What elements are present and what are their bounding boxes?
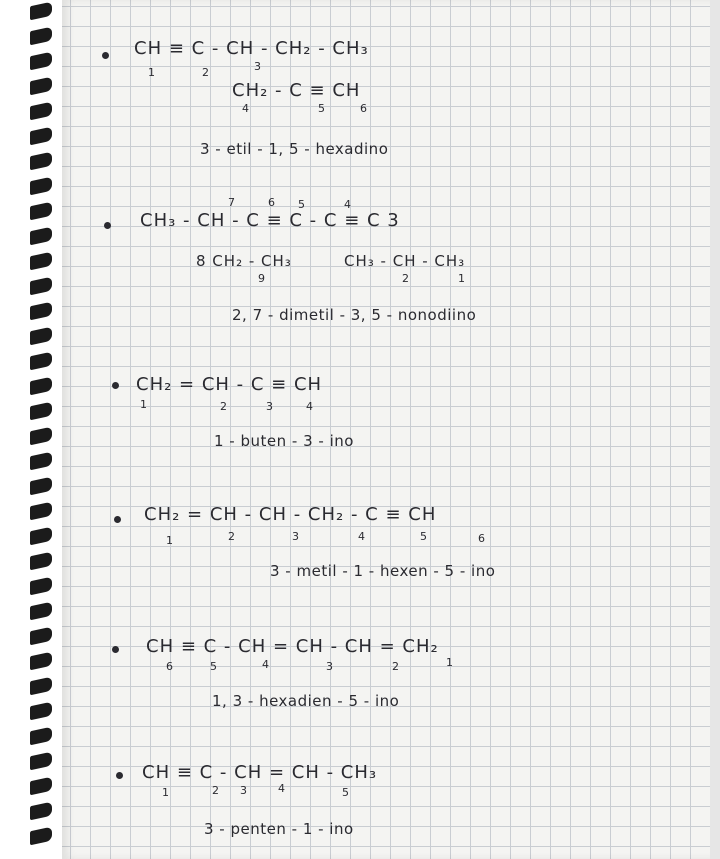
spiral-ring <box>30 27 52 46</box>
spiral-ring <box>30 777 52 796</box>
spiral-ring <box>30 677 52 696</box>
spiral-ring <box>30 327 52 346</box>
carbon-number: 1 <box>162 786 169 799</box>
carbon-number: 5 <box>210 660 217 673</box>
spiral-ring <box>30 177 52 196</box>
spiral-ring <box>30 802 52 821</box>
compound-name: 3 - etil - 1, 5 - hexadino <box>200 140 389 158</box>
carbon-number: 4 <box>278 782 285 795</box>
carbon-number: 1 <box>166 534 173 547</box>
carbon-number: 1 <box>458 272 465 285</box>
carbon-number: 5 <box>342 786 349 799</box>
carbon-number: 3 <box>240 784 247 797</box>
grid-paper-sheet <box>62 0 712 859</box>
carbon-number: 4 <box>262 658 269 671</box>
formula-main: CH ≡ C - CH = CH - CH₃ <box>142 762 378 783</box>
spiral-ring <box>30 452 52 471</box>
carbon-number: 6 <box>268 196 275 209</box>
carbon-number: 4 <box>242 102 249 115</box>
carbon-number: 2 <box>220 400 227 413</box>
bullet <box>112 646 119 653</box>
spiral-ring <box>30 702 52 721</box>
spiral-ring <box>30 277 52 296</box>
bullet <box>104 222 111 229</box>
carbon-number: 5 <box>318 102 325 115</box>
spiral-ring <box>30 602 52 621</box>
carbon-number: 4 <box>358 530 365 543</box>
spiral-ring <box>30 827 52 846</box>
spiral-ring <box>30 152 52 171</box>
carbon-number: 1 <box>446 656 453 669</box>
carbon-number: 6 <box>166 660 173 673</box>
spiral-ring <box>30 202 52 221</box>
spiral-ring <box>30 552 52 571</box>
carbon-number: 9 <box>258 272 265 285</box>
carbon-number: 3 <box>326 660 333 673</box>
spiral-ring <box>30 527 52 546</box>
spiral-ring <box>30 577 52 596</box>
page-edge <box>710 0 720 859</box>
compound-name: 1 - buten - 3 - ino <box>214 432 354 450</box>
carbon-number: 2 <box>228 530 235 543</box>
spiral-ring <box>30 502 52 521</box>
carbon-number: 6 <box>360 102 367 115</box>
compound-name: 3 - penten - 1 - ino <box>204 820 354 838</box>
compound-name: 2, 7 - dimetil - 3, 5 - nonodiino <box>232 306 477 324</box>
formula-main: CH₂ = CH - C ≡ CH <box>136 374 323 395</box>
spiral-ring <box>30 252 52 271</box>
spiral-ring <box>30 627 52 646</box>
carbon-number: 5 <box>298 198 305 211</box>
carbon-number: 3 <box>254 60 261 73</box>
carbon-number: 2 <box>202 66 209 79</box>
spiral-ring <box>30 652 52 671</box>
formula-main: CH₂ = CH - CH - CH₂ - C ≡ CH <box>144 504 437 525</box>
spiral-ring <box>30 402 52 421</box>
formula-main: CH₃ - CH - C ≡ C - C ≡ C 3 <box>140 210 400 231</box>
spiral-ring <box>30 127 52 146</box>
formula-main: CH ≡ C - CH = CH - CH = CH₂ <box>146 636 439 657</box>
carbon-number: 4 <box>306 400 313 413</box>
bullet <box>102 52 109 59</box>
spiral-ring <box>30 727 52 746</box>
bullet <box>112 382 119 389</box>
formula-branch: 8 CH₂ - CH₃ <box>196 252 292 270</box>
spiral-ring <box>30 2 52 21</box>
spiral-ring <box>30 752 52 771</box>
compound-name: 3 - metil - 1 - hexen - 5 - ino <box>270 562 496 580</box>
formula-main: CH ≡ C - CH - CH₂ - CH₃ <box>134 38 369 59</box>
bullet <box>114 516 121 523</box>
carbon-number: 1 <box>140 398 147 411</box>
spiral-ring <box>30 302 52 321</box>
spiral-ring <box>30 102 52 121</box>
spiral-binding <box>0 0 70 859</box>
carbon-number: 7 <box>228 196 235 209</box>
carbon-number: 3 <box>266 400 273 413</box>
carbon-number: 2 <box>392 660 399 673</box>
bullet <box>116 772 123 779</box>
carbon-number: 1 <box>148 66 155 79</box>
spiral-ring <box>30 227 52 246</box>
spiral-ring <box>30 427 52 446</box>
formula-branch: CH₃ - CH - CH₃ <box>344 252 466 270</box>
spiral-ring <box>30 52 52 71</box>
carbon-number: 2 <box>402 272 409 285</box>
carbon-number: 5 <box>420 530 427 543</box>
spiral-ring <box>30 77 52 96</box>
carbon-number: 6 <box>478 532 485 545</box>
carbon-number: 3 <box>292 530 299 543</box>
formula-branch: CH₂ - C ≡ CH <box>232 80 361 101</box>
spiral-ring <box>30 477 52 496</box>
spiral-ring <box>30 352 52 371</box>
compound-name: 1, 3 - hexadien - 5 - ino <box>212 692 400 710</box>
carbon-number: 4 <box>344 198 351 211</box>
spiral-ring <box>30 377 52 396</box>
carbon-number: 2 <box>212 784 219 797</box>
